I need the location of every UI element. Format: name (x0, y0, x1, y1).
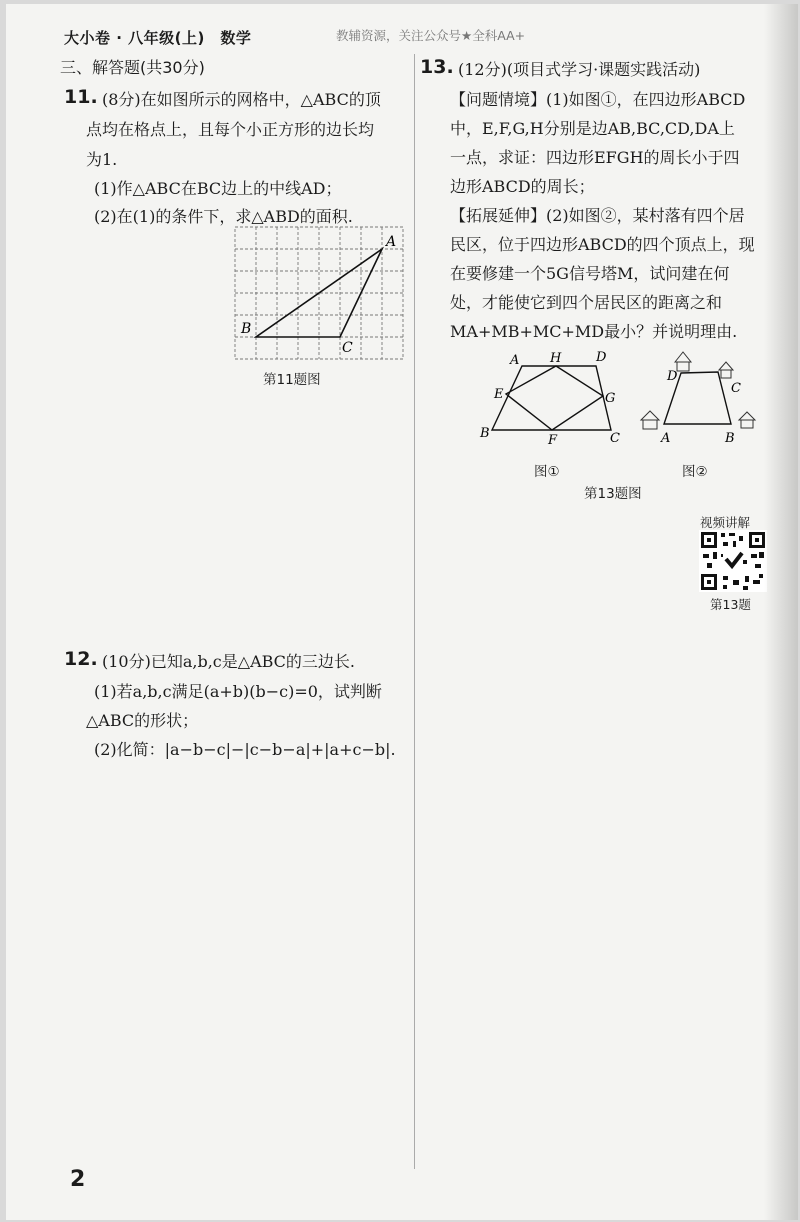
question-text-line: 点均在格点上，且每个小正方形的边长均 (86, 120, 375, 139)
quadrilateral-abcd (492, 366, 611, 430)
grid-triangle-figure (229, 222, 409, 364)
point-label-c: C (731, 381, 741, 396)
house-icon (641, 411, 659, 429)
question-text-line: 处，才能使它到四个居民区的距离之和 (450, 293, 723, 312)
question-text-line: (8分)在如图所示的网格中，△ABC的顶 (102, 90, 381, 109)
question-text-line: MA+MB+MC+MD最小？并说明理由. (450, 322, 738, 341)
point-label-b: B (480, 426, 490, 441)
header-title: 大小卷 · 八年级(上) 数学 (64, 29, 252, 47)
figure-1-caption: 图① (534, 464, 560, 480)
point-label-a: A (510, 353, 520, 368)
point-label-e: E (494, 387, 504, 402)
quadrilateral-efgh (506, 366, 603, 430)
vertex-label-a: A (386, 234, 397, 250)
question-text-line: (1)作△ABC在BC边上的中线AD； (94, 179, 342, 198)
house-icon (739, 412, 755, 428)
question-text-line: 中，E,F,G,H分别是边AB,BC,CD,DA上 (450, 119, 735, 138)
point-label-d: D (667, 369, 678, 384)
question-text-line: (2)在(1)的条件下，求△ABD的面积. (94, 207, 353, 226)
qr-code-icon[interactable] (699, 530, 767, 592)
question-text-line: (10分)已知a,b,c是△ABC的三边长. (102, 652, 356, 671)
question-text-line: (1)若a,b,c满足(a+b)(b−c)=0，试判断 (94, 682, 382, 701)
question-text-line: (2)化简：|a−b−c|−|c−b−a|+|a+c−b|. (94, 740, 396, 759)
figure-2-caption: 图② (682, 464, 708, 480)
page (6, 4, 798, 1220)
question-text-line: 【问题情境】(1)如图①，在四边形ABCD (450, 90, 746, 109)
question-text-line: 民区，位于四边形ABCD的四个顶点上，现 (450, 235, 755, 254)
page-number: 2 (70, 1167, 86, 1192)
question-text-line: 为1. (86, 150, 118, 169)
question-number: 12. (64, 648, 98, 670)
vertex-label-b: B (241, 321, 252, 337)
question-text-line: 【拓展延伸】(2)如图②，某村落有四个居 (450, 206, 745, 225)
section-title: 三、解答题(共30分) (60, 58, 205, 77)
header-notice: 教辅资源，关注公众号★全科AA+ (336, 28, 526, 43)
vertex-label-c: C (342, 340, 353, 356)
qr-subtitle: 第13题 (710, 597, 751, 612)
figure-caption: 第11题图 (263, 372, 321, 388)
question-text-line: △ABC的形状； (86, 711, 199, 730)
point-label-f: F (548, 433, 558, 448)
column-divider (414, 54, 415, 1169)
page-edge-shadow (764, 4, 798, 1220)
question-text-line: (12分)(项目式学习·课题实践活动) (458, 60, 701, 79)
figure-2-village (631, 340, 773, 450)
figure-1-quadrilateral (474, 344, 634, 449)
point-label-g: G (605, 391, 616, 406)
question-number: 11. (64, 86, 98, 108)
qr-title: 视频讲解 (700, 515, 751, 530)
house-icon (719, 362, 733, 378)
question-text-line: 边形ABCD的周长； (450, 177, 595, 196)
point-label-a: A (661, 431, 671, 446)
point-label-b: B (725, 431, 735, 446)
question-number: 13. (420, 56, 454, 78)
figure-caption: 第13题图 (584, 486, 642, 502)
point-label-h: H (550, 351, 562, 366)
point-label-d: D (596, 350, 607, 365)
point-label-c: C (610, 431, 620, 446)
question-text-line: 在要修建一个5G信号塔M，试问建在何 (450, 264, 730, 283)
question-text-line: 一点，求证：四边形EFGH的周长小于四 (450, 148, 740, 167)
